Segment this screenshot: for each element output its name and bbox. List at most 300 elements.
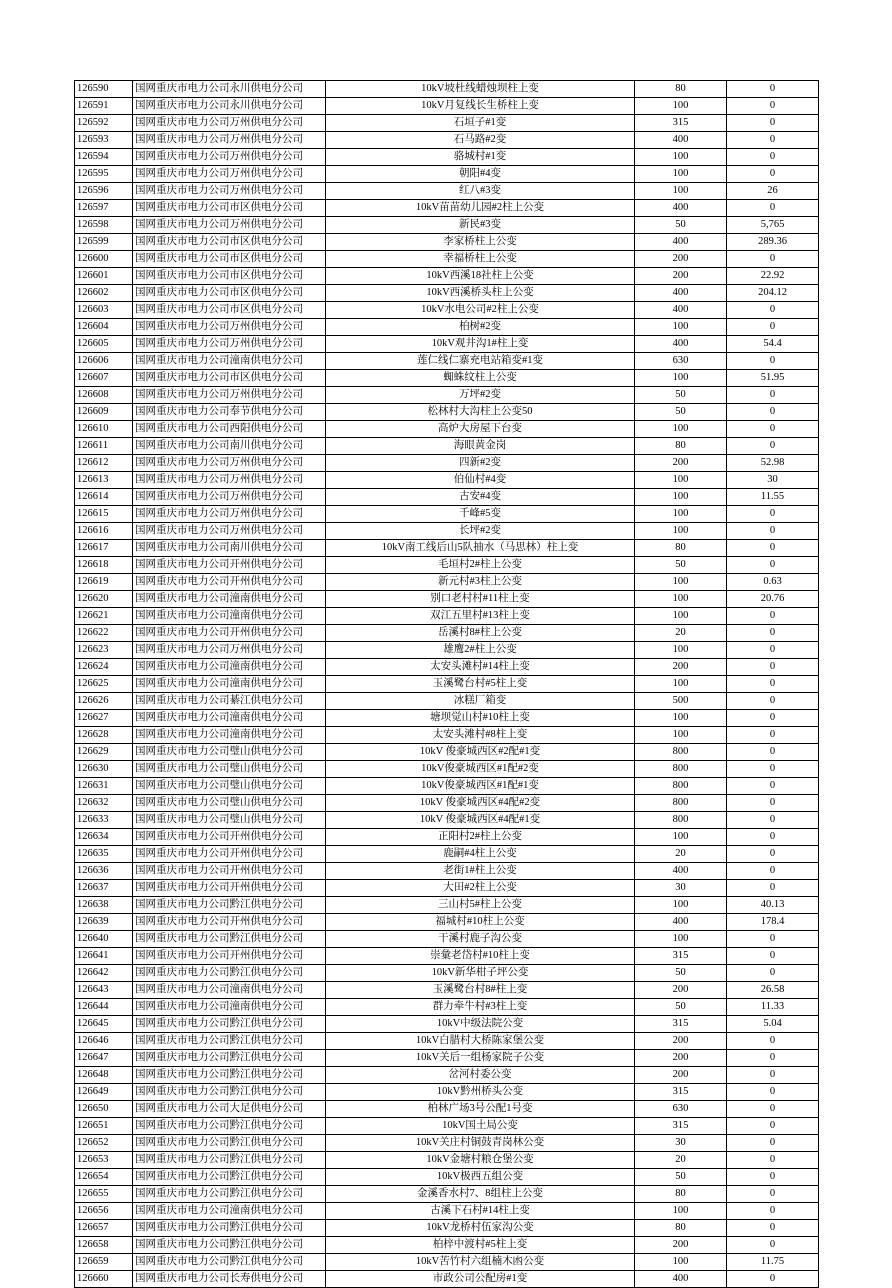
cell-id: 126639 (75, 914, 133, 931)
cell-name: 雄鹰2#柱上公变 (326, 642, 635, 659)
cell-org: 国网重庆市电力公司黔江供电分公司 (133, 1016, 326, 1033)
cell-capacity: 100 (635, 608, 727, 625)
cell-org: 国网重庆市电力公司市区供电分公司 (133, 285, 326, 302)
cell-capacity: 200 (635, 659, 727, 676)
cell-value: 0 (727, 115, 819, 132)
cell-value: 0 (727, 710, 819, 727)
cell-org: 国网重庆市电力公司黔江供电分公司 (133, 931, 326, 948)
cell-capacity: 800 (635, 812, 727, 829)
table-row (75, 217, 819, 234)
cell-id: 126651 (75, 1118, 133, 1135)
cell-name: 石马路#2变 (326, 132, 635, 149)
cell-id: 126624 (75, 659, 133, 676)
table-row (75, 455, 819, 472)
cell-value: 0 (727, 540, 819, 557)
cell-id: 126617 (75, 540, 133, 557)
cell-org: 国网重庆市电力公司万州供电分公司 (133, 183, 326, 200)
cell-capacity: 100 (635, 183, 727, 200)
cell-capacity: 20 (635, 1152, 727, 1169)
cell-id: 126638 (75, 897, 133, 914)
cell-org: 国网重庆市电力公司潼南供电分公司 (133, 710, 326, 727)
cell-org: 国网重庆市电力公司万州供电分公司 (133, 642, 326, 659)
table-row (75, 914, 819, 931)
cell-name: 新元村#3柱上公变 (326, 574, 635, 591)
cell-capacity: 100 (635, 1254, 727, 1271)
cell-org: 国网重庆市电力公司潼南供电分公司 (133, 676, 326, 693)
cell-org: 国网重庆市电力公司开州供电分公司 (133, 914, 326, 931)
cell-value: 11.55 (727, 489, 819, 506)
table-row (75, 693, 819, 710)
cell-capacity: 400 (635, 234, 727, 251)
cell-capacity: 500 (635, 693, 727, 710)
cell-id: 126654 (75, 1169, 133, 1186)
cell-capacity: 100 (635, 710, 727, 727)
cell-org: 国网重庆市电力公司璧山供电分公司 (133, 778, 326, 795)
cell-id: 126605 (75, 336, 133, 353)
cell-value: 289.36 (727, 234, 819, 251)
cell-org: 国网重庆市电力公司万州供电分公司 (133, 132, 326, 149)
cell-org: 国网重庆市电力公司黔江供电分公司 (133, 1135, 326, 1152)
cell-capacity: 400 (635, 914, 727, 931)
cell-id: 126616 (75, 523, 133, 540)
table-row (75, 744, 819, 761)
cell-value: 0 (727, 1118, 819, 1135)
cell-org: 国网重庆市电力公司綦江供电分公司 (133, 693, 326, 710)
cell-id: 126641 (75, 948, 133, 965)
cell-org: 国网重庆市电力公司开州供电分公司 (133, 846, 326, 863)
cell-capacity: 50 (635, 1169, 727, 1186)
cell-id: 126612 (75, 455, 133, 472)
table-row (75, 761, 819, 778)
cell-name: 大田#2柱上公变 (326, 880, 635, 897)
cell-id: 126626 (75, 693, 133, 710)
cell-id: 126614 (75, 489, 133, 506)
cell-name: 玉溪鹭台村#5柱上变 (326, 676, 635, 693)
cell-capacity: 50 (635, 387, 727, 404)
cell-name: 太安头滩村#14柱上变 (326, 659, 635, 676)
cell-org: 国网重庆市电力公司市区供电分公司 (133, 370, 326, 387)
cell-name: 10kV中级法院公变 (326, 1016, 635, 1033)
cell-org: 国网重庆市电力公司黔江供电分公司 (133, 1254, 326, 1271)
cell-org: 国网重庆市电力公司永川供电分公司 (133, 98, 326, 115)
cell-org: 国网重庆市电力公司南川供电分公司 (133, 540, 326, 557)
cell-value: 0 (727, 523, 819, 540)
cell-value: 5,765 (727, 217, 819, 234)
cell-name: 玉溪鹭台村8#柱上变 (326, 982, 635, 999)
cell-org: 国网重庆市电力公司黔江供电分公司 (133, 1186, 326, 1203)
cell-name: 万坪#2变 (326, 387, 635, 404)
cell-org: 国网重庆市电力公司市区供电分公司 (133, 200, 326, 217)
cell-name: 10kV 俊豪城西区#4配#2变 (326, 795, 635, 812)
cell-org: 国网重庆市电力公司开州供电分公司 (133, 574, 326, 591)
cell-org: 国网重庆市电力公司市区供电分公司 (133, 234, 326, 251)
cell-capacity: 315 (635, 1016, 727, 1033)
cell-value: 0 (727, 863, 819, 880)
cell-org: 国网重庆市电力公司开州供电分公司 (133, 948, 326, 965)
cell-org: 国网重庆市电力公司潼南供电分公司 (133, 1203, 326, 1220)
cell-value: 0 (727, 744, 819, 761)
cell-id: 126627 (75, 710, 133, 727)
cell-name: 李家桥柱上公变 (326, 234, 635, 251)
cell-org: 国网重庆市电力公司开州供电分公司 (133, 557, 326, 574)
cell-name: 老街1#柱上公变 (326, 863, 635, 880)
cell-org: 国网重庆市电力公司万州供电分公司 (133, 149, 326, 166)
cell-org: 国网重庆市电力公司黔江供电分公司 (133, 965, 326, 982)
cell-capacity: 100 (635, 149, 727, 166)
cell-name: 毛垣村2#柱上公变 (326, 557, 635, 574)
cell-capacity: 50 (635, 999, 727, 1016)
cell-capacity: 630 (635, 1101, 727, 1118)
cell-org: 国网重庆市电力公司璧山供电分公司 (133, 795, 326, 812)
cell-org: 国网重庆市电力公司璧山供电分公司 (133, 761, 326, 778)
cell-value: 0 (727, 659, 819, 676)
cell-value: 0 (727, 965, 819, 982)
table-body (75, 81, 819, 1288)
table-row (75, 710, 819, 727)
cell-name: 幸福桥柱上公变 (326, 251, 635, 268)
cell-id: 126606 (75, 353, 133, 370)
cell-id: 126646 (75, 1033, 133, 1050)
cell-value: 0 (727, 761, 819, 778)
cell-name: 古溪下石村#14柱上变 (326, 1203, 635, 1220)
table-row (75, 1118, 819, 1135)
cell-org: 国网重庆市电力公司潼南供电分公司 (133, 727, 326, 744)
cell-id: 126602 (75, 285, 133, 302)
cell-capacity: 100 (635, 370, 727, 387)
cell-id: 126633 (75, 812, 133, 829)
table-row (75, 319, 819, 336)
cell-id: 126650 (75, 1101, 133, 1118)
table-row (75, 438, 819, 455)
cell-value: 0 (727, 200, 819, 217)
cell-capacity: 100 (635, 1203, 727, 1220)
cell-name: 柏林广场3号公配1号变 (326, 1101, 635, 1118)
cell-capacity: 400 (635, 285, 727, 302)
cell-capacity: 100 (635, 523, 727, 540)
cell-name: 10kV苗苗幼儿园#2柱上公变 (326, 200, 635, 217)
cell-id: 126632 (75, 795, 133, 812)
cell-id: 126595 (75, 166, 133, 183)
cell-name: 10kV西溪桥头柱上公变 (326, 285, 635, 302)
table-row (75, 1016, 819, 1033)
cell-capacity: 100 (635, 591, 727, 608)
cell-name: 10kV关后一组杨家院子公变 (326, 1050, 635, 1067)
cell-name: 10kV坡杜线蜡烛坝柱上变 (326, 81, 635, 98)
cell-org: 国网重庆市电力公司黔江供电分公司 (133, 1169, 326, 1186)
cell-capacity: 80 (635, 540, 727, 557)
cell-capacity: 100 (635, 897, 727, 914)
cell-value: 0 (727, 1186, 819, 1203)
cell-org: 国网重庆市电力公司黔江供电分公司 (133, 1152, 326, 1169)
table-row (75, 880, 819, 897)
cell-org: 国网重庆市电力公司黔江供电分公司 (133, 1033, 326, 1050)
cell-capacity: 400 (635, 132, 727, 149)
cell-value: 54.4 (727, 336, 819, 353)
cell-capacity: 80 (635, 1220, 727, 1237)
table-row (75, 353, 819, 370)
cell-org: 国网重庆市电力公司璧山供电分公司 (133, 812, 326, 829)
cell-org: 国网重庆市电力公司潼南供电分公司 (133, 353, 326, 370)
cell-id: 126620 (75, 591, 133, 608)
cell-id: 126656 (75, 1203, 133, 1220)
cell-id: 126631 (75, 778, 133, 795)
cell-id: 126647 (75, 1050, 133, 1067)
cell-capacity: 80 (635, 438, 727, 455)
table-row (75, 132, 819, 149)
table-row (75, 1220, 819, 1237)
cell-name: 10kV 俊豪城西区#2配#1变 (326, 744, 635, 761)
cell-name: 10kV白腊村大桥陈家堡公变 (326, 1033, 635, 1050)
cell-value: 0 (727, 506, 819, 523)
cell-id: 126628 (75, 727, 133, 744)
cell-value: 0 (727, 557, 819, 574)
table-row (75, 999, 819, 1016)
cell-org: 国网重庆市电力公司黔江供电分公司 (133, 1067, 326, 1084)
cell-org: 国网重庆市电力公司万州供电分公司 (133, 115, 326, 132)
cell-org: 国网重庆市电力公司璧山供电分公司 (133, 744, 326, 761)
cell-value: 0 (727, 1135, 819, 1152)
cell-name: 长坪#2变 (326, 523, 635, 540)
cell-org: 国网重庆市电力公司开州供电分公司 (133, 829, 326, 846)
cell-value: 11.33 (727, 999, 819, 1016)
cell-id: 126629 (75, 744, 133, 761)
cell-capacity: 800 (635, 761, 727, 778)
cell-name: 石垣子#1变 (326, 115, 635, 132)
cell-capacity: 50 (635, 965, 727, 982)
cell-org: 国网重庆市电力公司大足供电分公司 (133, 1101, 326, 1118)
table-row (75, 200, 819, 217)
cell-id: 126618 (75, 557, 133, 574)
cell-value: 0 (727, 778, 819, 795)
cell-name: 10kV金塘村粮仓堡公变 (326, 1152, 635, 1169)
table-row (75, 1254, 819, 1271)
cell-capacity: 200 (635, 455, 727, 472)
table-row (75, 472, 819, 489)
cell-name: 10kV俊豪城西区#1配#2变 (326, 761, 635, 778)
cell-capacity: 100 (635, 642, 727, 659)
cell-org: 国网重庆市电力公司西阳供电分公司 (133, 421, 326, 438)
cell-org: 国网重庆市电力公司潼南供电分公司 (133, 982, 326, 999)
cell-value: 0 (727, 1271, 819, 1288)
cell-value: 0 (727, 880, 819, 897)
cell-org: 国网重庆市电力公司潼南供电分公司 (133, 999, 326, 1016)
cell-name: 10kV苦竹村六组楠木凼公变 (326, 1254, 635, 1271)
cell-org: 国网重庆市电力公司潼南供电分公司 (133, 659, 326, 676)
cell-capacity: 315 (635, 1118, 727, 1135)
cell-name: 松林村大沟柱上公变50 (326, 404, 635, 421)
cell-value: 0 (727, 625, 819, 642)
cell-value: 22.92 (727, 268, 819, 285)
cell-value: 0 (727, 693, 819, 710)
cell-value: 178.4 (727, 914, 819, 931)
cell-org: 国网重庆市电力公司黔江供电分公司 (133, 1118, 326, 1135)
cell-value: 0 (727, 98, 819, 115)
cell-name: 柏树#2变 (326, 319, 635, 336)
table-row (75, 897, 819, 914)
cell-name: 别口老村村#11柱上变 (326, 591, 635, 608)
cell-capacity: 100 (635, 931, 727, 948)
table-row (75, 863, 819, 880)
cell-capacity: 400 (635, 863, 727, 880)
cell-capacity: 200 (635, 1067, 727, 1084)
table-row (75, 846, 819, 863)
cell-capacity: 200 (635, 982, 727, 999)
cell-id: 126597 (75, 200, 133, 217)
cell-id: 126619 (75, 574, 133, 591)
table-row (75, 166, 819, 183)
cell-name: 新民#3变 (326, 217, 635, 234)
cell-capacity: 50 (635, 557, 727, 574)
cell-org: 国网重庆市电力公司永川供电分公司 (133, 81, 326, 98)
cell-value: 0 (727, 1050, 819, 1067)
table-row (75, 98, 819, 115)
table-row (75, 1186, 819, 1203)
cell-name: 古安#4变 (326, 489, 635, 506)
table-row (75, 727, 819, 744)
cell-org: 国网重庆市电力公司黔江供电分公司 (133, 1237, 326, 1254)
cell-name: 10kV俊豪城西区#1配#1变 (326, 778, 635, 795)
cell-id: 126603 (75, 302, 133, 319)
cell-name: 10kV黔州桥头公变 (326, 1084, 635, 1101)
cell-id: 126591 (75, 98, 133, 115)
cell-value: 0 (727, 132, 819, 149)
table-row (75, 812, 819, 829)
table-row (75, 268, 819, 285)
cell-id: 126607 (75, 370, 133, 387)
cell-value: 40.13 (727, 897, 819, 914)
cell-value: 26.58 (727, 982, 819, 999)
cell-name: 10kV极西五组公变 (326, 1169, 635, 1186)
table-row (75, 676, 819, 693)
cell-org: 国网重庆市电力公司奉节供电分公司 (133, 404, 326, 421)
table-row (75, 421, 819, 438)
cell-capacity: 100 (635, 727, 727, 744)
cell-value: 20.76 (727, 591, 819, 608)
cell-value: 26 (727, 183, 819, 200)
cell-org: 国网重庆市电力公司万州供电分公司 (133, 319, 326, 336)
cell-name: 红八#3变 (326, 183, 635, 200)
table-row (75, 591, 819, 608)
table-row (75, 489, 819, 506)
cell-capacity: 50 (635, 217, 727, 234)
cell-capacity: 800 (635, 744, 727, 761)
cell-capacity: 200 (635, 1237, 727, 1254)
cell-org: 国网重庆市电力公司潼南供电分公司 (133, 608, 326, 625)
cell-value: 11.75 (727, 1254, 819, 1271)
cell-id: 126594 (75, 149, 133, 166)
cell-capacity: 100 (635, 319, 727, 336)
cell-value: 0 (727, 1152, 819, 1169)
cell-org: 国网重庆市电力公司万州供电分公司 (133, 506, 326, 523)
cell-id: 126644 (75, 999, 133, 1016)
cell-name: 太安头滩村#8柱上变 (326, 727, 635, 744)
table-row (75, 931, 819, 948)
cell-name: 骆城村#1变 (326, 149, 635, 166)
cell-name: 海眼黄金岗 (326, 438, 635, 455)
table-row (75, 965, 819, 982)
cell-id: 126598 (75, 217, 133, 234)
cell-id: 126601 (75, 268, 133, 285)
cell-value: 0 (727, 421, 819, 438)
table-row (75, 1033, 819, 1050)
cell-org: 国网重庆市电力公司市区供电分公司 (133, 302, 326, 319)
cell-name: 岔河村委公变 (326, 1067, 635, 1084)
cell-org: 国网重庆市电力公司长寿供电分公司 (133, 1271, 326, 1288)
cell-org: 国网重庆市电力公司潼南供电分公司 (133, 591, 326, 608)
cell-org: 国网重庆市电力公司开州供电分公司 (133, 880, 326, 897)
cell-capacity: 100 (635, 98, 727, 115)
cell-capacity: 200 (635, 1033, 727, 1050)
cell-name: 金溪香水村7、8组柱上公变 (326, 1186, 635, 1203)
cell-org: 国网重庆市电力公司万州供电分公司 (133, 489, 326, 506)
table-row (75, 336, 819, 353)
table-row (75, 1050, 819, 1067)
cell-org: 国网重庆市电力公司黔江供电分公司 (133, 1084, 326, 1101)
cell-capacity: 100 (635, 489, 727, 506)
cell-org: 国网重庆市电力公司黔江供电分公司 (133, 1050, 326, 1067)
cell-id: 126652 (75, 1135, 133, 1152)
cell-capacity: 400 (635, 1271, 727, 1288)
table-row (75, 1237, 819, 1254)
cell-value: 0 (727, 1067, 819, 1084)
cell-org: 国网重庆市电力公司开州供电分公司 (133, 863, 326, 880)
cell-id: 126590 (75, 81, 133, 98)
cell-capacity: 400 (635, 302, 727, 319)
cell-capacity: 50 (635, 404, 727, 421)
cell-name: 10kV水电公司#2柱上公变 (326, 302, 635, 319)
cell-name: 千峰#5变 (326, 506, 635, 523)
table-row (75, 1203, 819, 1220)
cell-id: 126596 (75, 183, 133, 200)
cell-id: 126613 (75, 472, 133, 489)
table-row (75, 404, 819, 421)
cell-id: 126642 (75, 965, 133, 982)
cell-name: 柏梓中渡村#5柱上变 (326, 1237, 635, 1254)
cell-value: 0 (727, 302, 819, 319)
cell-capacity: 20 (635, 625, 727, 642)
cell-value: 0 (727, 353, 819, 370)
cell-id: 126640 (75, 931, 133, 948)
table-row (75, 523, 819, 540)
cell-name: 双江五里村#13柱上变 (326, 608, 635, 625)
table-row (75, 948, 819, 965)
cell-name: 四新#2变 (326, 455, 635, 472)
cell-id: 126593 (75, 132, 133, 149)
cell-capacity: 315 (635, 115, 727, 132)
table-row (75, 1271, 819, 1288)
table-row (75, 642, 819, 659)
cell-id: 126610 (75, 421, 133, 438)
table-row (75, 81, 819, 98)
cell-name: 干溪村鹿子沟公变 (326, 931, 635, 948)
cell-org: 国网重庆市电力公司万州供电分公司 (133, 472, 326, 489)
cell-org: 国网重庆市电力公司南川供电分公司 (133, 438, 326, 455)
cell-value: 51.95 (727, 370, 819, 387)
cell-org: 国网重庆市电力公司市区供电分公司 (133, 251, 326, 268)
cell-value: 0 (727, 676, 819, 693)
cell-capacity: 30 (635, 880, 727, 897)
cell-name: 10kV国土局公变 (326, 1118, 635, 1135)
cell-id: 126615 (75, 506, 133, 523)
cell-value: 0 (727, 1203, 819, 1220)
cell-org: 国网重庆市电力公司市区供电分公司 (133, 268, 326, 285)
table-row (75, 1169, 819, 1186)
cell-value: 0 (727, 608, 819, 625)
cell-capacity: 800 (635, 778, 727, 795)
table-row (75, 1101, 819, 1118)
cell-name: 莲仁线仁寨充电站箱变#1变 (326, 353, 635, 370)
cell-value: 0 (727, 1101, 819, 1118)
